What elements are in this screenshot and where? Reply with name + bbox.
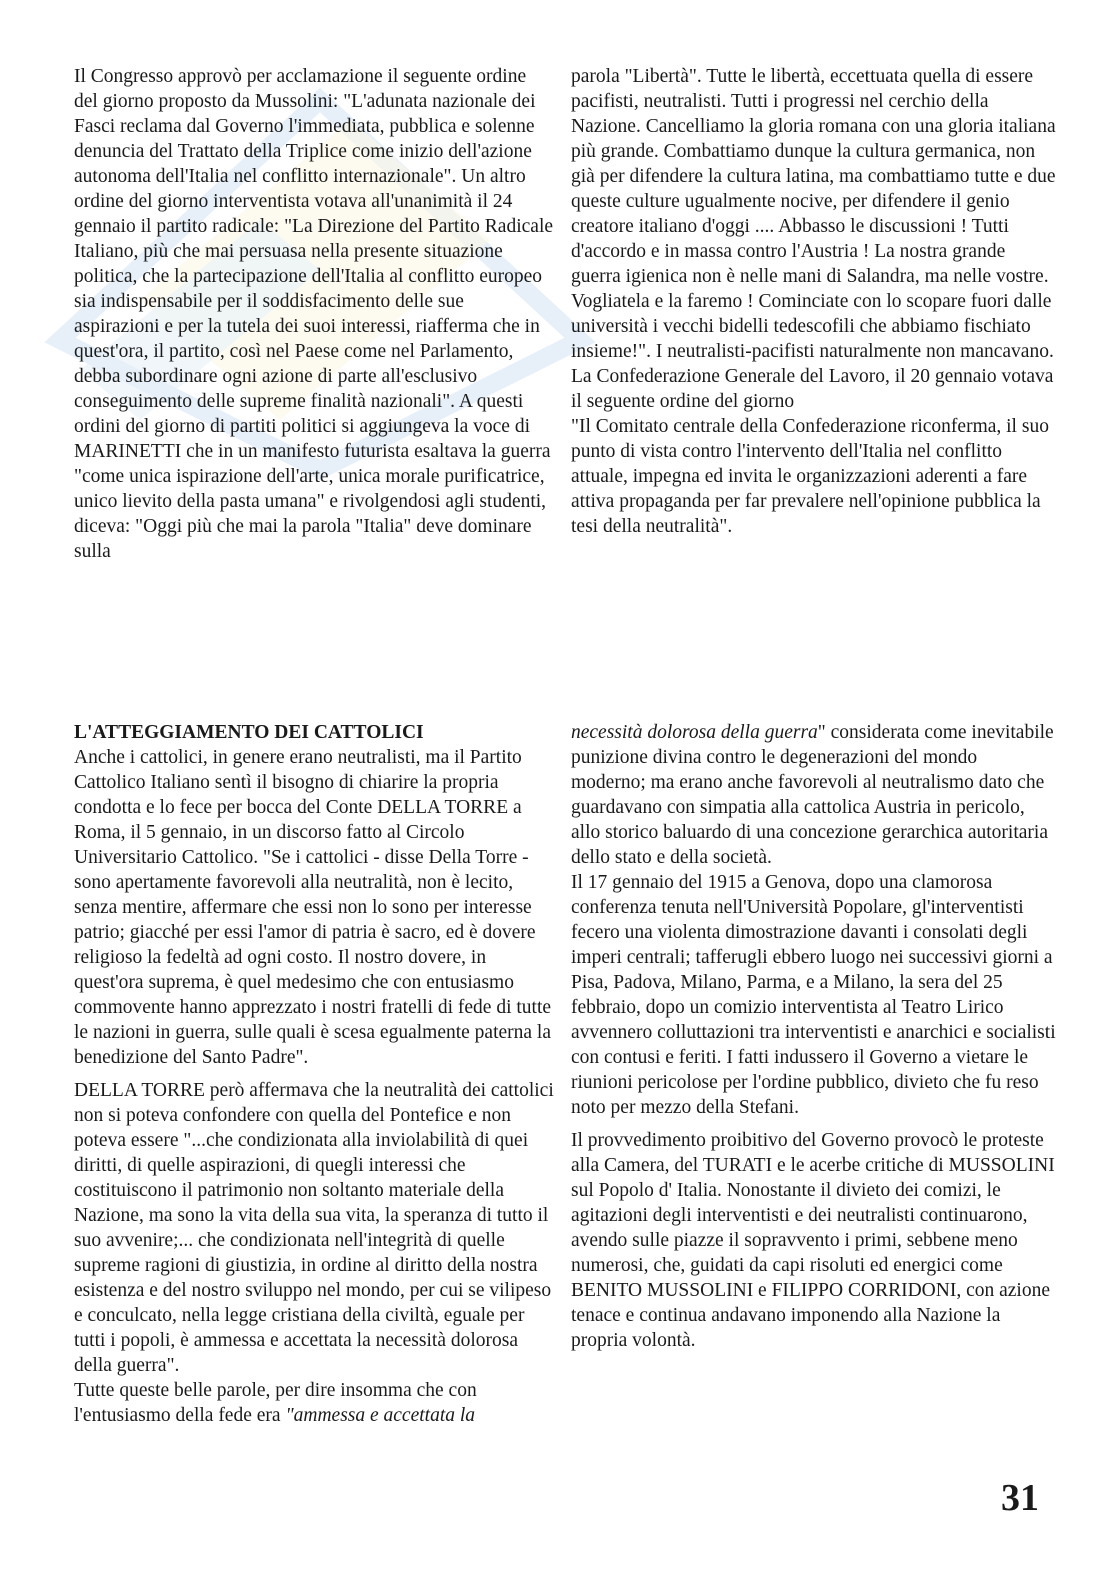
paragraph: Il 17 gennaio del 1915 a Genova, dopo una clamorosa conferenza tenuta nell'Università Popolare, gl'interventisti fecero una violenta dimostrazione davanti i consolati degli imperi centrali; tafferugli ebbero luogo nei successivi giorni a Pisa, Padova, Milano, Parma, e a Milano, la sera del 25 febbraio, dopo un comizio interventista al Teatro Lirico avvennero colluttazioni tra interventisti e anarchici e socialisti con contusi e feriti. I fatti indussero il Governo a vietare le riunioni pericolose per l'ordine pubblico, divieto che fu reso noto per mezzo della Stefani. [571, 872, 1056, 1118]
paragraph [571, 720, 1056, 870]
italic-lead: necessità dolorosa della guerra [571, 722, 818, 743]
section-heading: L'ATTEGGIAMENTO DEI CATTOLICI [74, 722, 424, 743]
top-right-column [571, 64, 1056, 539]
bottom-right-column [571, 720, 1056, 1353]
lead-rest: " considerata come inevitabile punizione divina contro le degenerazioni del mondo moderno; ma erano anche favorevoli al neutralismo dato che guardavano con simpatia alla cattolica Austria in pericolo, allo storico baluardo di una concezione gerarchica autoritaria dello stato e della società. [571, 722, 1054, 868]
bottom-left-column [74, 720, 554, 1428]
paragraph: Anche i cattolici, in genere erano neutralisti, ma il Partito Cattolico Italiano sentì il bisogno di chiarire la propria condotta e lo fece per bocca del Conte DELLA TORRE a Roma, il 5 gennaio, in un discorso fatto al Circolo Universitario Cattolico. "Se i cattolici - disse Della Torre - sono apertamente favorevoli alla neutralità, non è lecito, senza mentire, affermare che essi non lo sono per interesse patrio; giacché per essi l'amor di patria è sacro, ed è dovere religioso la fedeltà ad ogni costo. Il nostro dovere, in quest'ora suprema, è quel medesimo che con entusiasmo commovente hanno apprezzato i nostri fratelli di fede di tutte le nazioni in guerra, sulle quali è scesa egualmente paterna la benedizione del Santo Padre". [74, 747, 552, 1068]
paragraph: Il Congresso approvò per acclamazione il seguente ordine del giorno proposto da Mussolini: "L'adunata nazionale dei Fasci reclama dal Governo l'immediata, pubblica e solenne denuncia del Trattato della Triplice come inizio dell'azione autonoma dell'Italia nel conflitto internazionale". Un altro ordine del giorno interventista votava all'unanimità il 24 gennaio il partito radicale: "La Direzione del Partito Radicale Italiano, più che mai persuasa nella presente situazione politica, che la partecipazione dell'Italia al conflitto europeo sia indispensabile per il soddisfacimento delle sue aspirazioni e per la tutela dei suoi interessi, riafferma che in quest'ora, il partito, così nel Paese come nel Parlamento, debba subordinare ogni azione di parte all'esclusivo conseguimento delle supreme finalità nazionali". A questi ordini del giorno di partiti politici si aggiungeva la voce di MARINETTI che in un manifesto futurista esaltava la guerra "come unica ispirazione dell'arte, unica morale purificatrice, unico lievito della pasta umana" e rivolgendosi agli studenti, diceva: "Oggi più che mai la parola "Italia" deve dominare sulla [74, 66, 554, 562]
top-left-column [74, 64, 554, 564]
tail-text: Tutte queste belle parole, per dire insomma che con l'entusiasmo della fede era [74, 1380, 477, 1426]
tail-italic: "ammessa e accettata la [285, 1405, 476, 1426]
paragraph: Il provvedimento proibitivo del Governo provocò le proteste alla Camera, del TURATI e le acerbe critiche di MUSSOLINI sul Popolo d' Italia. Nonostante il divieto dei comizi, le agitazioni degli interventisti e dei neutralisti continuarono, avendo sulle piazze il sopravvento i primi, sebbene meno numerosi, che, guidati da capi risoluti ed energici come BENITO MUSSOLINI e FILIPPO CORRIDONI, con azione tenace e continua andavano imponendo alla Nazione la propria volontà. [571, 1130, 1055, 1351]
page-number: 31 [1001, 1477, 1039, 1519]
paragraph: DELLA TORRE però affermava che la neutralità dei cattolici non si poteva confondere con quella del Pontefice e non poteva essere "...che condizionata alla inviolabilità di quei diritti, di quelle aspirazioni, di quegli interessi che costituiscono il patrimonio non soltanto materiale della Nazione, ma sono la vita della sua vita, la speranza di tutto il suo avvenire;... che condizionata nell'integrità di quelle supreme ragioni di giustizia, in ordine al diritto della nostra esistenza e del nostro sviluppo nel mondo, per cui se vilipeso e conculcato, nella legge cristiana della civiltà, eguale per tutti i popoli, è ammessa e accettata la necessità dolorosa della guerra". [74, 1080, 554, 1376]
paragraph: "Il Comitato centrale della Confederazione riconferma, il suo punto di vista contro l'intervento dell'Italia nel conflitto attuale, impegna ed invita le organizzazioni aderenti a fare attiva propaganda per far prevalere nell'opinione pubblica la tesi della neutralità". [571, 416, 1049, 537]
paragraph-tail [74, 1378, 554, 1428]
paragraph: parola "Libertà". Tutte le libertà, eccettuata quella di essere pacifisti, neutralisti. Tutti i progressi nel cerchio della Nazione. Cancelliamo la gloria romana con una gloria italiana più grande. Combattiamo dunque la cultura germanica, non già per difendere la cultura latina, ma combattiamo tutte e due queste culture ugualmente nocive, per difendere il genio creatore italiano d'oggi .... Abbasso le discussioni ! Tutti d'accordo e in massa contro l'Austria ! La nostra grande guerra igienica non è nelle mani di Salandra, ma nelle vostre. Vogliatela e la faremo ! Cominciate con lo scopare fuori dalle università i vecchi bidelli tedescofili che abbiamo fischiato insieme!". I neutralisti-pacifisti naturalmente non mancavano. La Confederazione Generale del Lavoro, il 20 gennaio votava il seguente ordine del giorno [571, 66, 1056, 412]
